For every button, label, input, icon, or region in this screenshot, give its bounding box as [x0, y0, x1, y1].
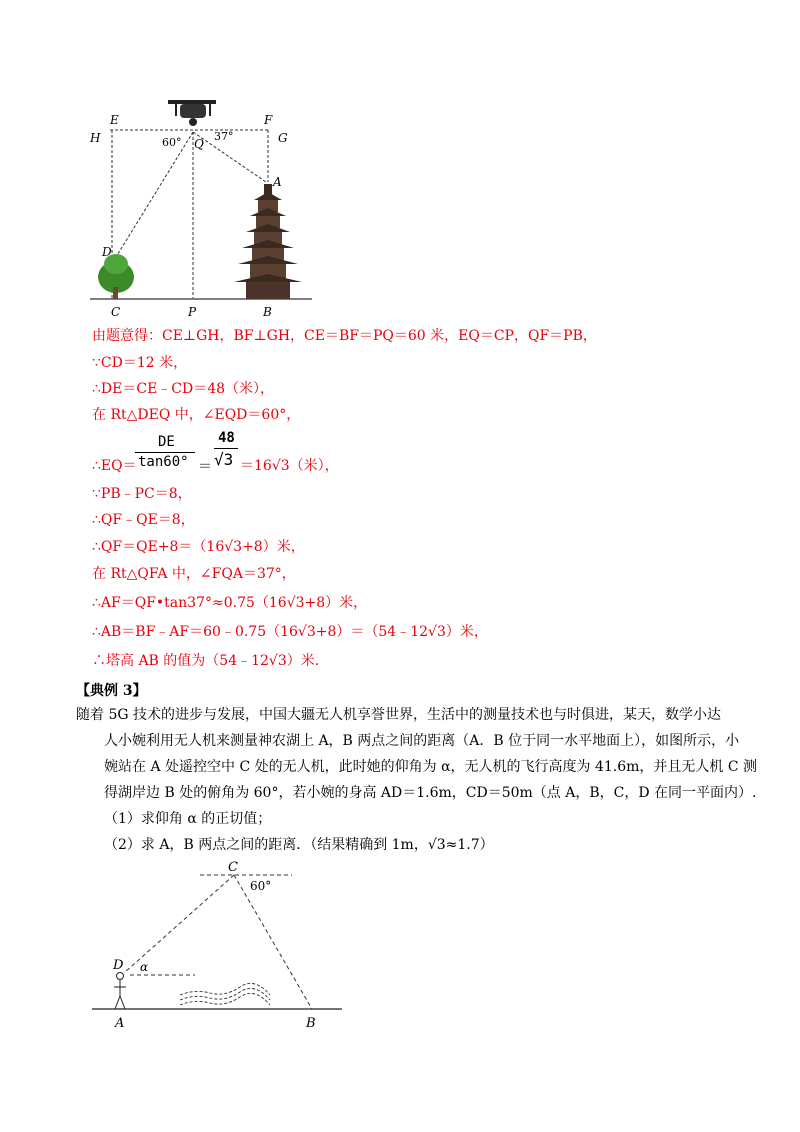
- angle-37: 37°: [214, 130, 234, 143]
- solution-line-4: 在 Rt△DEQ 中，∠EQD＝60°，: [92, 407, 301, 423]
- solution-line-8: ∴QF＝QE+8＝（16√3+8）米，: [92, 539, 305, 555]
- label-B: B: [263, 305, 272, 319]
- fraction-2-denominator: √3: [214, 450, 234, 469]
- example-para-1: 随着 5G 技术的进步与发展，中国大疆无人机享誉世界，生活中的测量技术也与时俱进，某天，数学小达: [76, 707, 721, 723]
- fraction-1-bar: [135, 452, 195, 453]
- fraction-2-bar: [214, 448, 238, 449]
- label-F: F: [264, 113, 273, 127]
- angle-60: 60°: [250, 879, 272, 893]
- example-heading: 【典例 3】: [76, 683, 147, 699]
- solution-line-2: ∵CD＝12 米，: [92, 355, 188, 371]
- example-para-3: 婉站在 A 处遥控空中 C 处的无人机，此时她的仰角为 α，无人机的飞行高度为 41.6m，并且无人机 C 测: [104, 759, 758, 775]
- label-D: D: [102, 245, 112, 259]
- figure-lake-drone: [80, 855, 360, 1035]
- solution-line-5-prefix: ∴EQ＝: [92, 458, 137, 474]
- fraction-eq-sign: ＝: [198, 459, 212, 475]
- label-B: B: [306, 1016, 316, 1031]
- person-icon: [114, 973, 126, 1010]
- label-P: P: [188, 305, 197, 319]
- label-A: A: [273, 175, 282, 189]
- label-Q: Q: [194, 137, 204, 151]
- lake-waves: [180, 983, 270, 1005]
- solution-line-7: ∴QF﹣QE＝8，: [92, 512, 195, 528]
- fraction-1-denominator: tan60°: [138, 454, 189, 470]
- figure-drone-pagoda: [80, 92, 330, 320]
- solution-line-1: 由题意得：CE⊥GH，BF⊥GH，CE＝BF＝PQ＝60 米，EQ＝CP，QF＝PB，: [92, 328, 597, 344]
- solution-line-11: ∴AB＝BF﹣AF＝60﹣0.75（16√3+8）＝（54﹣12√3）米，: [92, 624, 488, 640]
- angle-alpha: α: [140, 960, 149, 974]
- fraction-2-numerator: 48: [218, 430, 235, 446]
- label-C: C: [228, 860, 238, 875]
- label-D: D: [113, 958, 124, 973]
- solution-line-6: ∵PB﹣PC＝8，: [92, 486, 192, 502]
- label-C: C: [111, 305, 121, 319]
- solution-line-5-suffix: ＝16√3（米），: [240, 458, 339, 474]
- solution-line-9: 在 Rt△QFA 中，∠FQA＝37°，: [92, 566, 296, 582]
- example-para-2: 人小婉利用无人机来测量神农湖上 A，B 两点之间的距离（A．B 位于同一水平地面上），如图所示，小: [104, 733, 740, 749]
- solution-line-10: ∴AF＝QF•tan37°≈0.75（16√3+8）米，: [92, 595, 368, 611]
- label-G: G: [278, 131, 288, 145]
- solution-line-3: ∴DE＝CE﹣CD＝48（米），: [92, 381, 275, 397]
- question-1: （1）求仰角 α 的正切值；: [104, 811, 272, 827]
- fraction-1-numerator: DE: [158, 434, 175, 450]
- pagoda-icon: [234, 184, 302, 299]
- tree-icon: [98, 254, 134, 299]
- label-A: A: [115, 1016, 125, 1031]
- solution-line-12: ∴塔高 AB 的值为（54﹣12√3）米.: [92, 653, 320, 669]
- label-H: H: [90, 131, 101, 145]
- example-para-4: 得湖岸边 B 处的俯角为 60°，若小婉的身高 AD＝1.6m，CD＝50m（点 A，B，C，D 在同一平面内）.: [104, 785, 757, 801]
- angle-60: 60°: [162, 136, 182, 149]
- label-E: E: [110, 113, 119, 127]
- drone-icon: [168, 100, 216, 126]
- question-2: （2）求 A，B 两点之间的距离．（结果精确到 1m，√3≈1.7）: [104, 837, 494, 853]
